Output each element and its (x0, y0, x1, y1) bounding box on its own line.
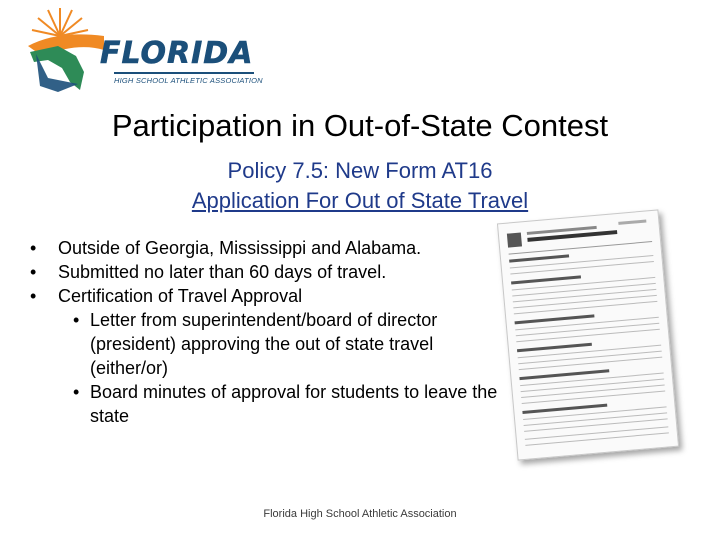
form-document-icon (498, 210, 678, 459)
bullet-item: • Outside of Georgia, Mississippi and Alabama. (30, 236, 500, 260)
bullet-item: • Certification of Travel Approval (30, 284, 500, 308)
bullet-list (30, 236, 500, 428)
sub-bullet-item: • Letter from superintendent/board of director (president) approving the out of state travel (either/or) (30, 308, 500, 380)
logo-divider (114, 72, 254, 74)
slide-title: Participation in Out-of-State Contest (111, 108, 609, 143)
logo-subtitle: HIGH SCHOOL ATHLETIC ASSOCIATION (114, 76, 263, 85)
fhsaa-logo (18, 6, 263, 96)
logo-wordmark: FLORIDA (100, 36, 254, 71)
policy-subtitle: Policy 7.5: New Form AT16 (227, 158, 493, 183)
footer-text: Florida High School Athletic Association (263, 508, 457, 520)
sub-bullet-item: • Board minutes of approval for students to leave the state (30, 380, 500, 428)
bullet-item: • Submitted no later than 60 days of travel. (30, 260, 500, 284)
form-thumbnail-image (497, 209, 679, 460)
form-link[interactable]: Application For Out of State Travel (191, 188, 529, 213)
